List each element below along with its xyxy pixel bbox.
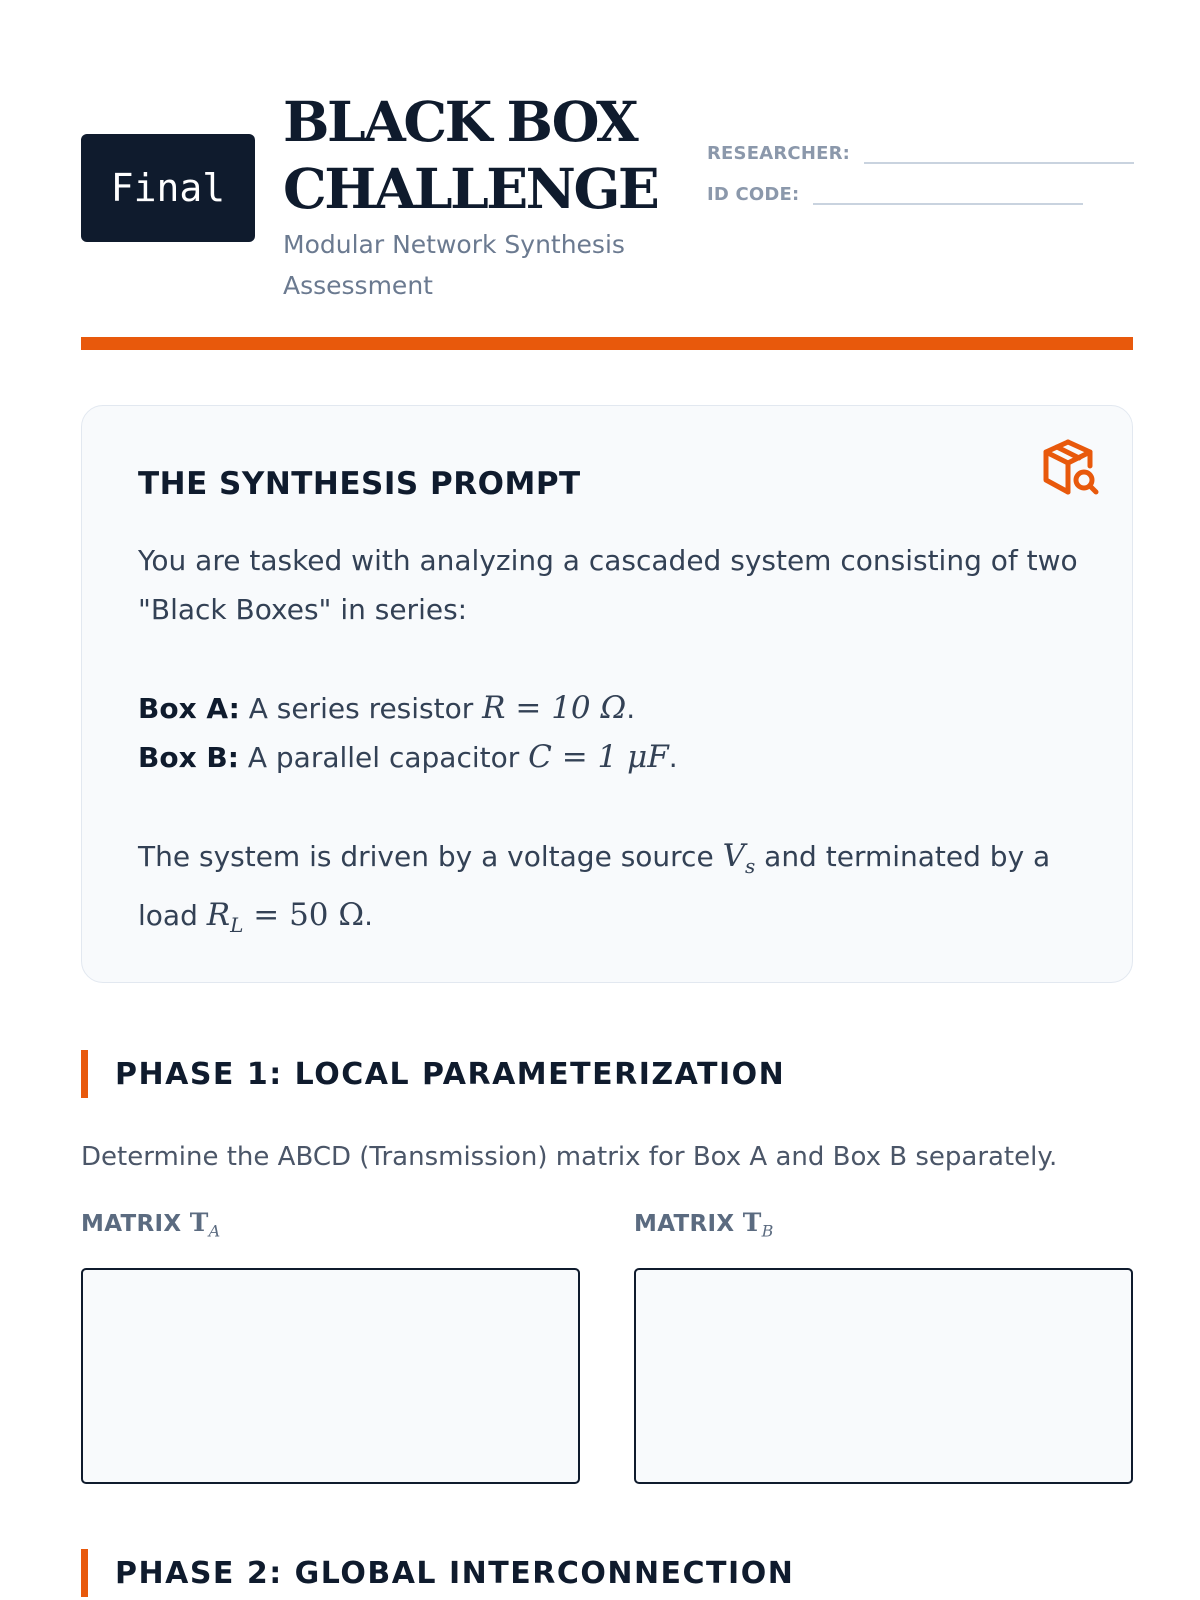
prompt-intro: You are tasked with analyzing a cascaded system consisting of two "Black Boxes" in series:	[138, 544, 1078, 626]
researcher-field	[707, 140, 1134, 164]
phase-1-description: Determine the ABCD (Transmission) matrix for Box A and Box B separately.	[81, 1142, 1058, 1172]
box-a-line: Box A: A series resistor R = 10 Ω.	[138, 690, 636, 726]
accent-divider	[81, 337, 1133, 350]
prompt-title: THE SYNTHESIS PROMPT	[138, 466, 581, 502]
phase-2-accent-bar	[81, 1549, 88, 1597]
synthesis-prompt-card	[81, 405, 1133, 983]
box-a-label: Box A:	[138, 692, 240, 725]
subtitle-line-1: Modular Network Synthesis	[283, 230, 625, 259]
matrix-a-answer-box[interactable]	[81, 1268, 580, 1484]
prompt-body	[138, 536, 1078, 950]
id-code-field	[707, 181, 1083, 205]
box-b-math: C = 1 μF	[528, 739, 669, 775]
matrix-a-label: MATRIX $T_A$	[81, 1208, 221, 1241]
phase-1-title: PHASE 1: LOCAL PARAMETERIZATION	[115, 1056, 786, 1092]
page-subtitle	[283, 224, 703, 306]
system-description: The system is driven by a voltage source $V_s$ and terminated by a load $R_L = 50$ Ω.	[138, 838, 1051, 938]
matrix-b-label: MATRIX $T_B$	[634, 1208, 774, 1241]
researcher-input-line[interactable]	[864, 140, 1134, 164]
final-badge: Final	[81, 134, 255, 242]
researcher-label: RESEARCHER:	[707, 143, 851, 164]
phase-1-accent-bar	[81, 1050, 88, 1098]
box-b-line: Box B: A parallel capacitor C = 1 μF.	[138, 739, 678, 775]
system-text-1: The system is driven by a voltage source	[138, 840, 714, 873]
subtitle-line-2: Assessment	[283, 271, 433, 300]
matrix-b-answer-box[interactable]	[634, 1268, 1133, 1484]
box-b-label: Box B:	[138, 741, 239, 774]
page-title	[283, 88, 703, 222]
box-b-text: A parallel capacitor	[247, 741, 520, 774]
load-resistance-math: $R_L = 50$ Ω	[206, 897, 365, 938]
page-title-line-2: CHALLENGE	[283, 156, 658, 221]
page-title-line-1: BLACK BOX	[283, 89, 637, 154]
system-text-2: and terminated by a load	[138, 840, 1051, 933]
title-block	[283, 88, 703, 306]
package-search-icon	[1038, 436, 1102, 500]
phase-2-heading	[81, 1549, 794, 1597]
phase-2-title: PHASE 2: GLOBAL INTERCONNECTION	[115, 1555, 795, 1591]
id-code-label: ID CODE:	[707, 184, 800, 205]
id-code-input-line[interactable]	[813, 181, 1083, 205]
source-voltage-math: $V_s$	[722, 838, 756, 879]
box-a-math: R = 10 Ω	[482, 690, 627, 726]
box-a-text: A series resistor	[248, 692, 474, 725]
phase-1-heading	[81, 1050, 785, 1098]
